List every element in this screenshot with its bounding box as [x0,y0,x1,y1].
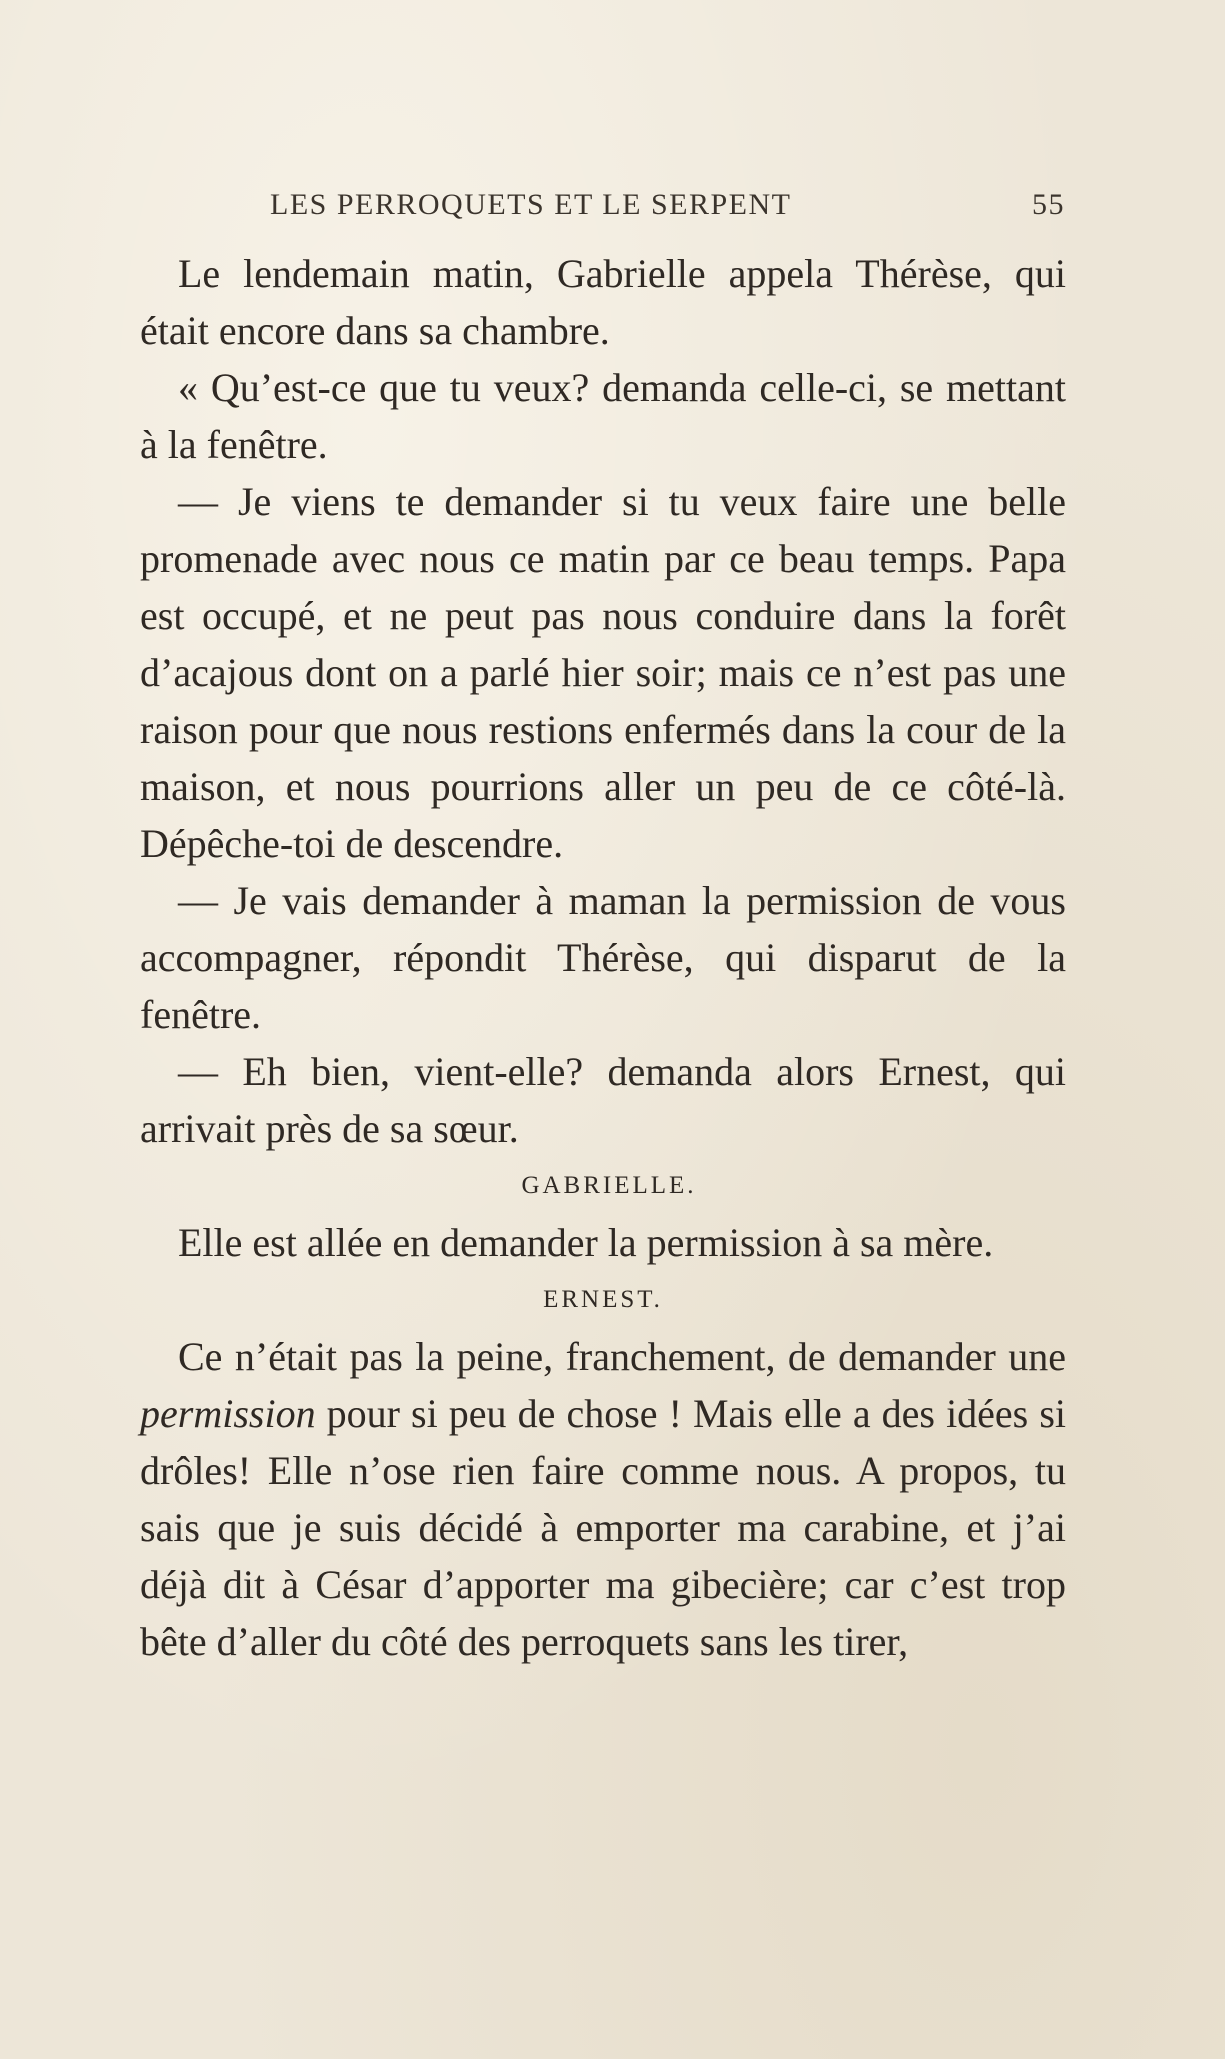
paragraph: — Eh bien, vient-elle? demanda alors Ernest, qui arrivait près de sa sœur. [140,1049,1066,1151]
speaker-label-gabrielle: GABRIELLE. [521,1172,697,1199]
paragraph: — Je vais demander à maman la permission de vous accompagner, répondit Thérèse, qui disparut de la fenêtre. [140,878,1066,1037]
page-number: 55 [1032,188,1065,221]
body-text [140,245,1066,1670]
paragraph: — Je viens te demander si tu veux faire une belle promenade avec nous ce matin par ce beau temps. Papa est occupé, et ne peut pas nous conduire dans la forêt d’acajous dont on a parlé hier soir; mais ce n’est pas une raison pour que nous restions enfermés dans la cour de la maison, et nous pourrions aller un peu de ce côté-là. Dépêche-toi de descendre. [140,479,1066,866]
italic-word: permission [140,1391,316,1436]
paragraph: « Qu’est-ce que tu veux? demanda celle-ci, se mettant à la fenêtre. [140,365,1066,467]
speaker-label-ernest: ERNEST. [543,1286,663,1313]
paragraph [140,1328,1066,1670]
paragraph: Elle est allée en demander la permission à sa mère. [178,1220,994,1265]
text-run: Ce n’était pas la peine, franchement, de demander une [178,1334,1066,1379]
paragraph: Le lendemain matin, Gabrielle appela Thérèse, qui était encore dans sa chambre. [140,251,1066,353]
text-run: pour si peu de chose ! Mais elle a des idées si drôles! Elle n’ose rien faire comme nous. A propos, tu sais que je suis décidé à emporter ma carabine, et j’ai déjà dit à César d’apporter ma gibecière; car c’est trop bête d’aller du côté des perroquets sans les tirer, [140,1391,1066,1664]
page-header [270,188,1065,228]
running-title: LES PERROQUETS ET LE SERPENT [270,188,792,221]
